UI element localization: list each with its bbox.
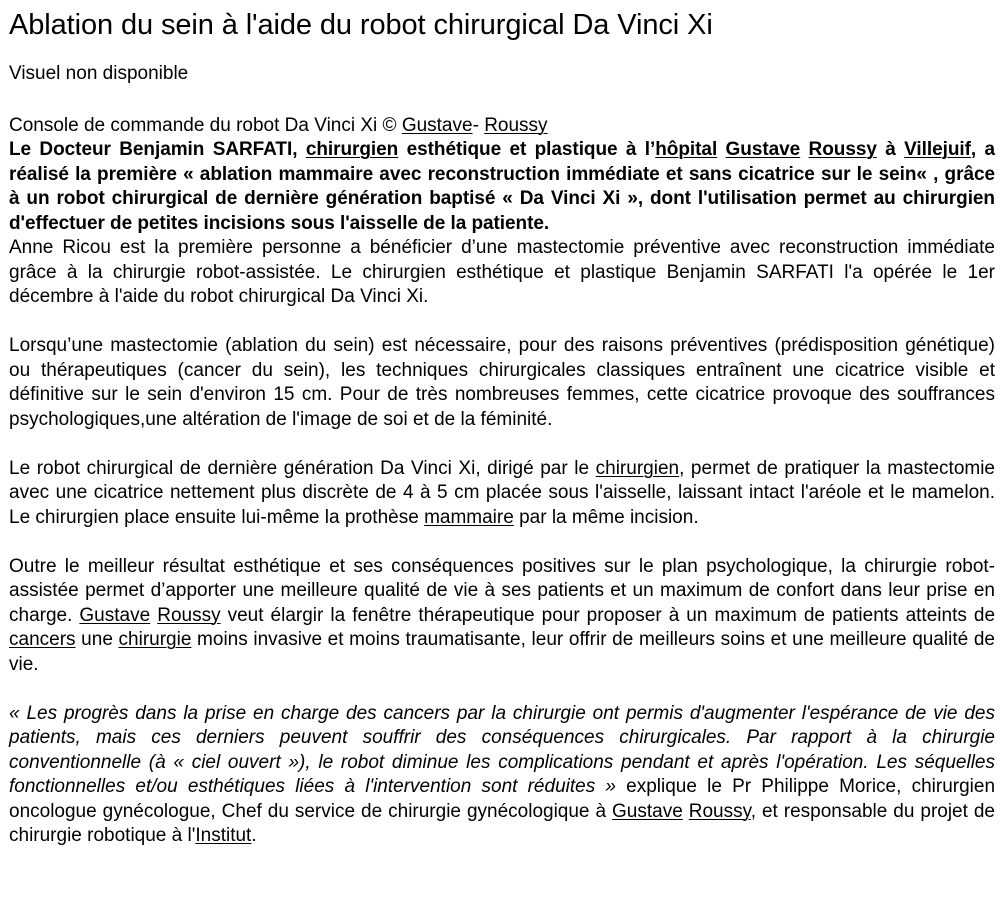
lead-space-1 xyxy=(717,139,725,160)
p4-link-roussy[interactable]: Roussy xyxy=(157,604,221,626)
p3-link-mammaire[interactable]: mammaire xyxy=(424,506,514,528)
article xyxy=(0,8,995,849)
image-unavailable-notice: Visuel non disponible xyxy=(9,63,189,84)
p5-text-2: , et responsable du projet de chirurgie robotique à l' xyxy=(9,800,996,846)
caption-separator: - xyxy=(472,114,485,136)
paragraph-5 xyxy=(9,702,995,849)
p3-link-chirurgien[interactable]: chirurgien xyxy=(595,457,680,479)
lead-text-1: Le Docteur Benjamin SARFATI, xyxy=(9,139,306,160)
p4-text-1: Outre le meilleur résultat esthétique et ses conséquences positives sur le plan psychologique, la chirurgie robot-assistée permet d’apporter une meilleure qualité de vie à ses patients et un maximum de confort dans leur prise en charge. xyxy=(9,555,995,626)
p4-text-3: une xyxy=(75,629,119,650)
p4-text-2: veut élargir la fenêtre thérapeutique pour proposer à un maximum de patients atteints de xyxy=(220,604,996,626)
p4-text-4: moins invasive et moins traumatisante, leur offrir de meilleurs soins et une meilleure qualité de vie. xyxy=(9,629,995,675)
p4-link-cancers[interactable]: cancers xyxy=(9,629,76,650)
p4-link-gustave[interactable]: Gustave xyxy=(79,604,151,626)
caption-link-gustave[interactable]: Gustave xyxy=(401,114,473,136)
lead-text-4: , a réalisé la première « ablation mammaire avec reconstruction immédiate et sans cicatrice sur le sein« , grâce à un robot chirurgical de dernière génération baptisé « Da Vinci Xi », dont l'utilisation permet au chirurgien d'effectuer de petites incisions sous l'aisselle de la patiente. xyxy=(9,139,995,234)
lead-text-2: esthétique et plastique à l’ xyxy=(398,139,656,160)
caption-text: Console de commande du robot Da Vinci Xi © xyxy=(9,114,402,136)
page-title: Ablation du sein à l'aide du robot chirurgical Da Vinci Xi xyxy=(9,9,713,41)
lead-link-roussy[interactable]: Roussy xyxy=(808,139,877,160)
lead-link-hopital[interactable]: hôpital xyxy=(655,139,718,160)
lead-link-gustave[interactable]: Gustave xyxy=(725,139,801,160)
p3-text-3: par la même incision. xyxy=(513,506,699,528)
quote-text: « Les progrès dans la prise en charge des cancers par la chirurgie ont permis d'augmenter l'espérance de vie des patients, mais ces derniers peuvent souffrir des conséquences chirurgicales. Par rapport à la chirurgie conventionnelle (à « ciel ouvert »), le robot diminue les complications pendant et après l'opération. Les séquelles fonctionnelles et/ou esthétiques liées à l'intervention sont réduites » xyxy=(9,702,995,797)
p5-text-3: . xyxy=(251,825,257,846)
caption-link-roussy[interactable]: Roussy xyxy=(484,114,548,136)
p3-text-1: Le robot chirurgical de dernière génération Da Vinci Xi, dirigé par le xyxy=(9,457,596,479)
image-caption xyxy=(9,114,995,139)
paragraph-2: Lorsqu’une mastectomie (ablation du sein) est nécessaire, pour des raisons préventives (prédisposition génétique) ou thérapeutiques (cancer du sein), les techniques chirurgicales classiques entraînent une cicatrice visible et définitive sur le sein d'environ 15 cm. Pour de très nombreuses femmes, cette cicatrice provoque des souffrances psychologiques,une altération de l'image de soi et de la féminité. xyxy=(9,335,995,430)
lead-space-2 xyxy=(800,139,808,160)
p5-link-roussy[interactable]: Roussy xyxy=(688,800,751,822)
lead-link-chirurgien[interactable]: chirurgien xyxy=(305,139,399,160)
paragraph-4 xyxy=(9,555,995,678)
p4-link-chirurgie[interactable]: chirurgie xyxy=(118,629,192,650)
paragraph-3 xyxy=(9,457,995,531)
p3-text-2: , permet de pratiquer la mastectomie avec une cicatrice nettement plus discrète de 4 à 5 cm placée sous l'aisselle, laissant intact l'aréole et le mamelon. Le chirurgien place ensuite lui-même la prothèse xyxy=(9,457,995,528)
p5-link-gustave[interactable]: Gustave xyxy=(612,800,683,822)
p5-link-institut[interactable]: Institut xyxy=(195,825,252,846)
lead-link-villejuif[interactable]: Villejuif xyxy=(904,139,971,160)
p5-text-1: explique le Pr Philippe Morice, chirurgien oncologue gynécologue, Chef du service de chirurgie gynécologique à xyxy=(9,776,996,822)
lead-paragraph xyxy=(9,138,995,236)
lead-text-3: à xyxy=(876,139,905,160)
paragraph-1: Anne Ricou est la première personne a bénéficier d’une mastectomie préventive avec reconstruction immédiate grâce à la chirurgie robot-assistée. Le chirurgien esthétique et plastique Benjamin SARFATI l'a opérée le 1er décembre à l'aide du robot chirurgical Da Vinci Xi. xyxy=(9,237,995,307)
